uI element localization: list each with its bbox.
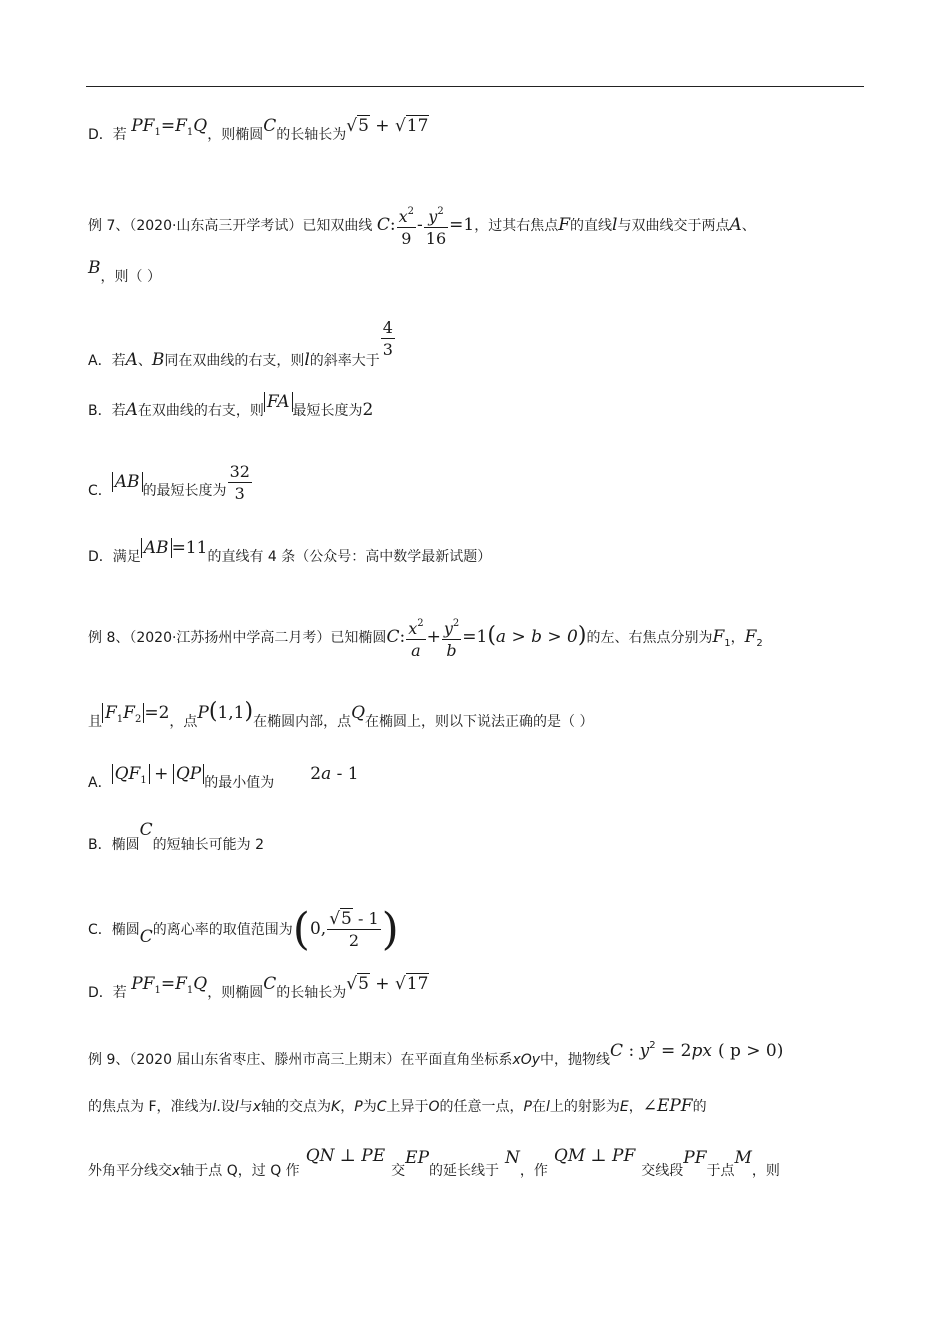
fraction-y2-over-b: $\frac{y^2}{b}$ [443,618,460,660]
fraction-4-over-3: $\frac{4}{3}$ [382,318,393,359]
example-9-continuation: 的焦点为 F，准线为l.设l与x轴的交点为K，P为C上异于O的任意一点，P在l上的射影为E，∠EPF的 [88,1096,707,1116]
fraction-32-over-3: $\frac{32}{3}$ [229,462,250,503]
fraction-x2-over-9: $\frac{x^2}{9}$ [398,206,415,248]
example-8-option-d: D．若 $PF_1=F_1Q$，则椭圆C的长轴长为√5 + √17 [88,974,429,1001]
abs-qp: QP [173,764,204,784]
example-8-intro: 例 8、（2020·江苏扬州中学高二月考）已知椭圆C: $\frac{x^2}{a}$ + $\frac{y^2}{b}$ =1(a > b > 0)的左、右焦点分别为$F_1$，$F_2$ [88,614,763,662]
sqrt-expression: √5 + √17 [346,974,429,994]
equation-pf1-f1q: $PF_1=F_1Q$ [131,116,208,138]
abs-fa: FA [264,392,293,412]
example-7-option-d: D．满足 AB =11的直线有 4 条（公众号：高中数学最新试题） [88,538,492,565]
example-7-option-c: C． AB 的最短长度为 $\frac{32}{3}$ [88,462,250,503]
example-8-option-c: C．椭圆C的离心率的取值范围为(0, $\frac{√5 - 1}{2}$ ) [88,904,399,955]
example-8-continuation: 且 $F_1F_2 =2$，点P(1,1)在椭圆内部，点Q在椭圆上，则以下说法正确的是（ ） [88,699,594,730]
option-d-previous: D．若 $PF_1=F_1Q$，则椭圆C的长轴长为√5 + √17 [88,116,429,143]
sqrt-expression: √5 + √17 [346,116,429,136]
example-7-continuation: B，则（ ） [88,258,161,285]
example-8-option-b: B．椭圆C的短轴长可能为 2 [88,820,264,853]
fraction-x2-over-a: $\frac{x^2}{a}$ [408,618,424,660]
abs-ab: AB [141,538,172,558]
example-8-option-a: A． $QF_1$ + QP 的最小值为 2a - 1 [88,764,359,791]
abs-f1f2: $F_1F_2$ [102,703,144,723]
example-7-option-b: B．若A在双曲线的右支，则 FA 最短长度为2 [88,392,374,420]
example-9-last-line: 外角平分线交x轴于点 Q，过 Q 作QN ⊥ PE交EP的延长线于N，作QM ⊥ PF交线段PF于点M，则 [88,1146,780,1179]
fraction-y2-over-16: $\frac{y^2}{16}$ [425,206,447,248]
example-7-option-a: A．若A、B同在双曲线的右支，则l的斜率大于 $\frac{4}{3}$ [88,318,393,370]
fraction-sqrt5-minus-1-over-2: $\frac{√5 - 1}{2}$ [329,908,379,950]
example-9-intro: 例 9、（2020 届山东省枣庄、滕州市高三上期末）在平面直角坐标系xOy中，抛物线C : $y^2 = 2px$ ( p > 0) [88,1040,784,1068]
header-rule [86,86,864,87]
abs-ab: AB [112,472,143,492]
example-7-intro: 例 7、（2020·山东高三开学考试）已知双曲线 C: $\frac{x^2}{9}$ - $\frac{y^2}{16}$ =1，过其右焦点F的直线l与双曲线交于两点A、 [88,202,756,250]
equation-pf1-f1q: $PF_1=F_1Q$ [131,974,208,996]
abs-qf1: $QF_1$ [112,764,150,784]
